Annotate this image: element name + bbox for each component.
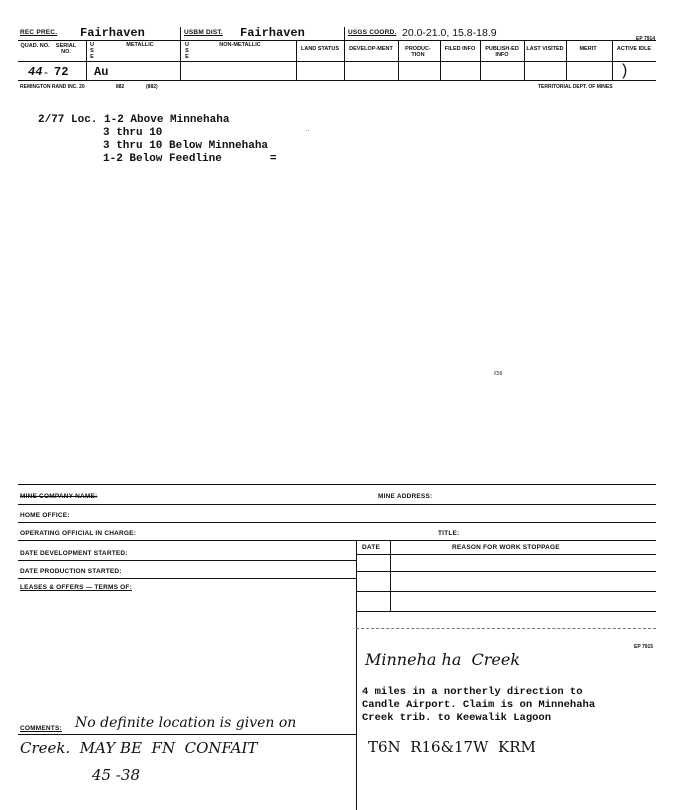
printer-note: REMINGTON RAND INC. 20	[20, 84, 85, 90]
reason-column-label: REASON FOR WORK STOPPAGE	[452, 544, 560, 551]
date-column-label: DATE	[362, 544, 381, 551]
right-typed-line-3: Creek trib. to Keewalik Lagoon	[362, 712, 552, 724]
right-handwritten-location: T6N R16&17W KRM	[368, 738, 536, 756]
rec-prec-value: Fairhaven	[80, 26, 145, 40]
date-production-started-label: DATE PRODUCTION STARTED:	[20, 568, 122, 575]
row-rule	[18, 522, 656, 523]
col-divider	[566, 40, 567, 80]
header-mid-rule	[18, 61, 656, 62]
stray-mark-2: €58	[494, 371, 503, 377]
usbm-dist-value: Fairhaven	[240, 26, 305, 40]
metallic-value: Au	[94, 65, 109, 79]
title-label: TITLE:	[438, 530, 460, 537]
right-typed-line-2: Candle Airport. Claim is on Minnehaha	[362, 699, 596, 711]
col-divider	[440, 40, 441, 80]
col-divider	[480, 40, 481, 80]
use-letters-nonmetallic: U S E	[185, 42, 189, 60]
lower-top-rule	[18, 484, 656, 485]
row-rule	[356, 611, 656, 612]
comments-label: COMMENTS:	[20, 725, 62, 732]
mine-company-name-label: MINE COMPANY NAME:	[20, 493, 98, 500]
published-info-label: PUBLISH-ED INFO	[485, 46, 519, 58]
metallic-label: METALLIC	[126, 42, 154, 48]
usgs-coord-value: 20.0-21.0, 15.8-18.9	[402, 27, 497, 39]
active-idle-label: ACTIVE IDLE	[616, 46, 652, 52]
last-visited-label: LAST VISITED	[526, 46, 564, 52]
serial-no-value: 72	[54, 65, 69, 79]
notes-line-4-mark: =	[270, 152, 277, 164]
notes-line-2: 3 thru 10	[103, 127, 163, 139]
usgs-coord-label: USGS COORD.	[348, 29, 397, 36]
row-rule	[18, 504, 656, 505]
agency-label: TERRITORIAL DEPT. OF MINES	[538, 84, 613, 90]
usbm-dist-label: USBM DIST.	[184, 29, 223, 36]
col-divider	[612, 40, 613, 80]
comments-handwriting-3: 45 -38	[92, 766, 141, 784]
notes-line-1: 2/77 Loc. 1-2 Above Minnehaha	[38, 114, 230, 126]
quad-dash: -	[44, 65, 48, 79]
right-handwritten-title: Minneha ha Creek	[365, 650, 521, 669]
land-status-label: LAND STATUS	[301, 46, 339, 52]
col-divider	[86, 40, 87, 80]
production-label: PRODUC-TION	[405, 46, 431, 58]
header-top-rule	[18, 40, 656, 41]
row-rule	[356, 591, 656, 592]
row-rule	[356, 554, 656, 555]
notes-line-4: 1-2 Below Feedline	[103, 153, 222, 165]
right-typed-line-1: 4 miles in a northerly direction to	[362, 686, 583, 698]
quad-no-value: 44	[28, 65, 43, 79]
home-office-label: HOME OFFICE:	[20, 512, 70, 519]
right-column-divider	[356, 540, 357, 810]
comments-handwriting-2: Creek. MAY BE FN CONFAIT	[20, 739, 258, 757]
serial-no-label: SERIAL NO.	[55, 43, 77, 55]
date-development-started-label: DATE DEVELOPMENT STARTED:	[20, 550, 128, 557]
filed-info-label: FILED INFO	[444, 46, 476, 52]
row-rule	[18, 540, 656, 541]
col-divider	[344, 27, 345, 80]
col-divider	[398, 40, 399, 80]
notes-line-3: 3 thru 10 Below Minnehaha	[103, 140, 269, 152]
row-rule	[18, 578, 356, 579]
printer-code-1: 882	[116, 84, 125, 90]
operating-official-label: OPERATING OFFICIAL IN CHARGE:	[20, 530, 137, 537]
mine-address-label: MINE ADDRESS:	[378, 493, 433, 500]
use-letters-metallic: U S E	[90, 42, 94, 60]
comments-rule	[18, 734, 356, 735]
row-rule	[18, 560, 356, 561]
col-divider	[524, 40, 525, 80]
development-label: DEVELOP-MENT	[349, 46, 393, 52]
merit-label: MERIT	[579, 46, 597, 52]
rec-prec-label: REC PREC.	[20, 29, 58, 36]
col-divider	[296, 40, 297, 80]
nonmetallic-label: NON-METALLIC	[219, 42, 261, 48]
form-number-top: EP 7914	[636, 36, 656, 42]
leases-offers-label: LEASES & OFFERS — TERMS OF:	[20, 584, 132, 591]
active-mark: )	[622, 62, 628, 79]
date-column-divider	[390, 540, 391, 612]
comments-handwriting-1: No definite location is given on	[75, 715, 297, 731]
quad-no-label: QUAD. NO.	[20, 43, 50, 49]
col-divider	[180, 27, 181, 80]
row-rule	[356, 571, 656, 572]
printer-code-2: (882)	[146, 84, 158, 90]
form-number-bottom: EP 7915	[634, 644, 654, 650]
header-bottom-rule	[18, 80, 656, 81]
row-rule	[356, 628, 656, 629]
stray-mark: ..	[305, 124, 310, 133]
